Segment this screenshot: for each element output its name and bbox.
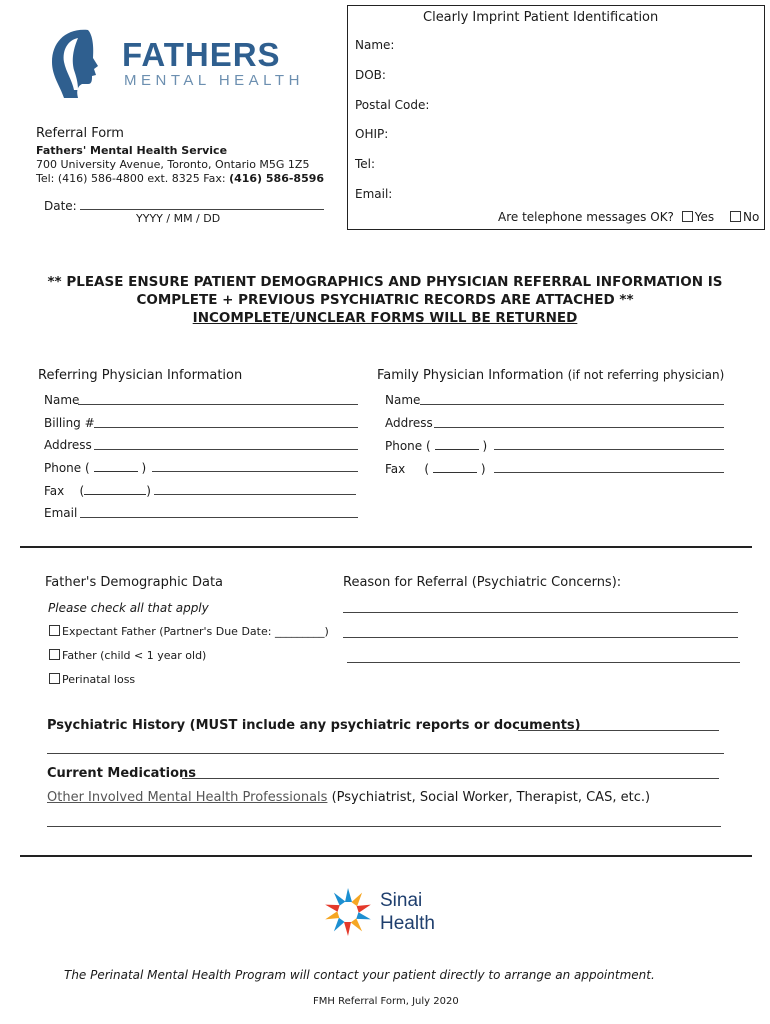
other-prof-input[interactable] xyxy=(47,826,721,827)
patient-dob-field[interactable]: DOB: xyxy=(355,68,386,82)
perinatal-loss-checkbox[interactable] xyxy=(49,673,60,684)
notice-line-3: INCOMPLETE/UNCLEAR FORMS WILL BE RETURNED xyxy=(192,310,578,326)
yes-checkbox[interactable] xyxy=(682,211,693,222)
org-fax: (416) 586-8596 xyxy=(229,172,325,185)
ref-phone-area-input[interactable] xyxy=(94,460,138,472)
fam-fax-area-input[interactable] xyxy=(433,461,477,473)
demographic-title: Father's Demographic Data xyxy=(45,575,224,590)
org-contact xyxy=(36,172,324,185)
notice-line-1: ** PLEASE ENSURE PATIENT DEMOGRAPHICS AND PHYSICIAN REFERRAL INFORMATION IS xyxy=(47,274,723,290)
date-input-line[interactable] xyxy=(80,209,324,210)
contact-note: The Perinatal Mental Health Program will contact your patient directly to arrange an appointment. xyxy=(64,968,655,982)
fam-phone-area-input[interactable] xyxy=(435,438,479,450)
option-perinatal-loss xyxy=(49,673,135,686)
medications-label: Current Medications xyxy=(47,766,197,781)
fathers-mental-health-logo xyxy=(48,28,318,106)
form-title: Referral Form xyxy=(36,126,124,141)
date-format: YYYY / MM / DD xyxy=(136,212,221,225)
section-divider-1 xyxy=(20,546,752,548)
ref-address-label: Address xyxy=(44,438,92,452)
other-prof-examples: (Psychiatrist, Social Worker, Therapist, CAS, etc.) xyxy=(331,790,651,805)
ref-email-input[interactable] xyxy=(80,517,358,518)
father-child-checkbox[interactable] xyxy=(49,649,60,660)
fam-phone-text: Phone ( xyxy=(385,439,431,453)
ref-name-input[interactable] xyxy=(78,404,358,405)
sinai-text: Sinai xyxy=(380,890,423,911)
option-father-child xyxy=(49,649,206,662)
ref-billing-input[interactable] xyxy=(94,427,358,428)
reason-line-3[interactable] xyxy=(347,662,740,663)
date-label: Date: xyxy=(44,199,77,213)
psych-history-input-1[interactable] xyxy=(518,730,719,731)
ref-email-label: Email xyxy=(44,506,78,520)
no-label: No xyxy=(743,210,760,224)
org-tel: Tel: (416) 586-4800 ext. 8325 Fax: xyxy=(36,172,230,185)
patient-tel-field[interactable]: Tel: xyxy=(355,157,376,171)
health-text: Health xyxy=(380,913,435,934)
org-name: Fathers' Mental Health Service xyxy=(36,144,228,157)
fam-address-label: Address xyxy=(385,416,433,430)
org-address: 700 University Avenue, Toronto, Ontario M5G 1Z5 xyxy=(36,158,310,171)
psych-history-input-2[interactable] xyxy=(47,753,724,754)
no-option xyxy=(730,210,759,224)
yes-label: Yes xyxy=(694,210,715,224)
ref-address-input[interactable] xyxy=(94,449,358,450)
family-physician-title xyxy=(377,368,724,383)
ref-phone-text: Phone ( xyxy=(44,461,90,475)
ref-billing-label: Billing # xyxy=(44,416,95,430)
option-expectant-father xyxy=(49,625,329,638)
expectant-father-label: Expectant Father (Partner's Due Date: _________) xyxy=(62,625,329,638)
fam-phone-input[interactable] xyxy=(494,449,724,450)
fam-fax-text: Fax xyxy=(385,462,406,476)
fam-fax-label: Fax ( ) xyxy=(385,462,486,476)
ref-fax-text: Fax xyxy=(44,484,65,498)
medications-input[interactable] xyxy=(182,778,719,779)
patient-email-field[interactable]: Email: xyxy=(355,187,393,201)
psych-history-label: Psychiatric History (MUST include any psychiatric reports or documents) xyxy=(47,718,581,733)
father-child-label: Father (child < 1 year old) xyxy=(62,649,207,662)
referring-physician-title: Referring Physician Information xyxy=(38,368,243,383)
ref-fax-label: Fax ( ) xyxy=(44,484,151,498)
head-silhouette-icon xyxy=(48,28,110,100)
fam-phone-label: Phone ( ) xyxy=(385,439,488,453)
logo-fathers-text: FATHERS xyxy=(122,36,281,73)
form-version: FMH Referral Form, July 2020 xyxy=(313,996,459,1007)
patient-id-box xyxy=(347,5,765,230)
ref-phone-label: Phone ( ) xyxy=(44,461,147,475)
section-divider-2 xyxy=(20,855,752,857)
family-title-note: (if not referring physician) xyxy=(567,368,725,382)
ref-name-label: Name xyxy=(44,393,80,407)
demographic-instruction: Please check all that apply xyxy=(48,601,209,615)
fam-fax-input[interactable] xyxy=(494,472,724,473)
patient-id-title: Clearly Imprint Patient Identification xyxy=(423,10,659,25)
expectant-father-checkbox[interactable] xyxy=(49,625,60,636)
sinai-health-logo xyxy=(322,884,452,940)
fam-name-input[interactable] xyxy=(420,404,724,405)
sinai-star-icon xyxy=(322,886,374,938)
reason-line-2[interactable] xyxy=(343,637,738,638)
messages-question-text: Are telephone messages OK? xyxy=(498,210,674,224)
perinatal-loss-label: Perinatal loss xyxy=(62,673,136,686)
patient-ohip-field[interactable]: OHIP: xyxy=(355,127,389,141)
patient-name-field[interactable]: Name: xyxy=(355,38,395,52)
patient-postal-field[interactable]: Postal Code: xyxy=(355,98,430,112)
other-prof-label: Other Involved Mental Health Professionals xyxy=(47,790,328,805)
ref-fax-input[interactable] xyxy=(154,494,356,495)
fam-name-label: Name xyxy=(385,393,421,407)
ref-phone-input[interactable] xyxy=(152,471,358,472)
logo-mental-health-text: MENTAL HEALTH xyxy=(124,72,304,89)
reason-line-1[interactable] xyxy=(343,612,738,613)
ref-fax-area-input[interactable] xyxy=(84,483,146,495)
telephone-messages-question xyxy=(498,210,714,224)
fam-address-input[interactable] xyxy=(434,427,724,428)
reason-title: Reason for Referral (Psychiatric Concerns): xyxy=(343,575,622,590)
notice-line-2: COMPLETE + PREVIOUS PSYCHIATRIC RECORDS ARE ATTACHED ** xyxy=(136,292,634,308)
family-title-text: Family Physician Information xyxy=(377,368,564,383)
other-professionals xyxy=(47,790,650,805)
no-checkbox[interactable] xyxy=(730,211,741,222)
